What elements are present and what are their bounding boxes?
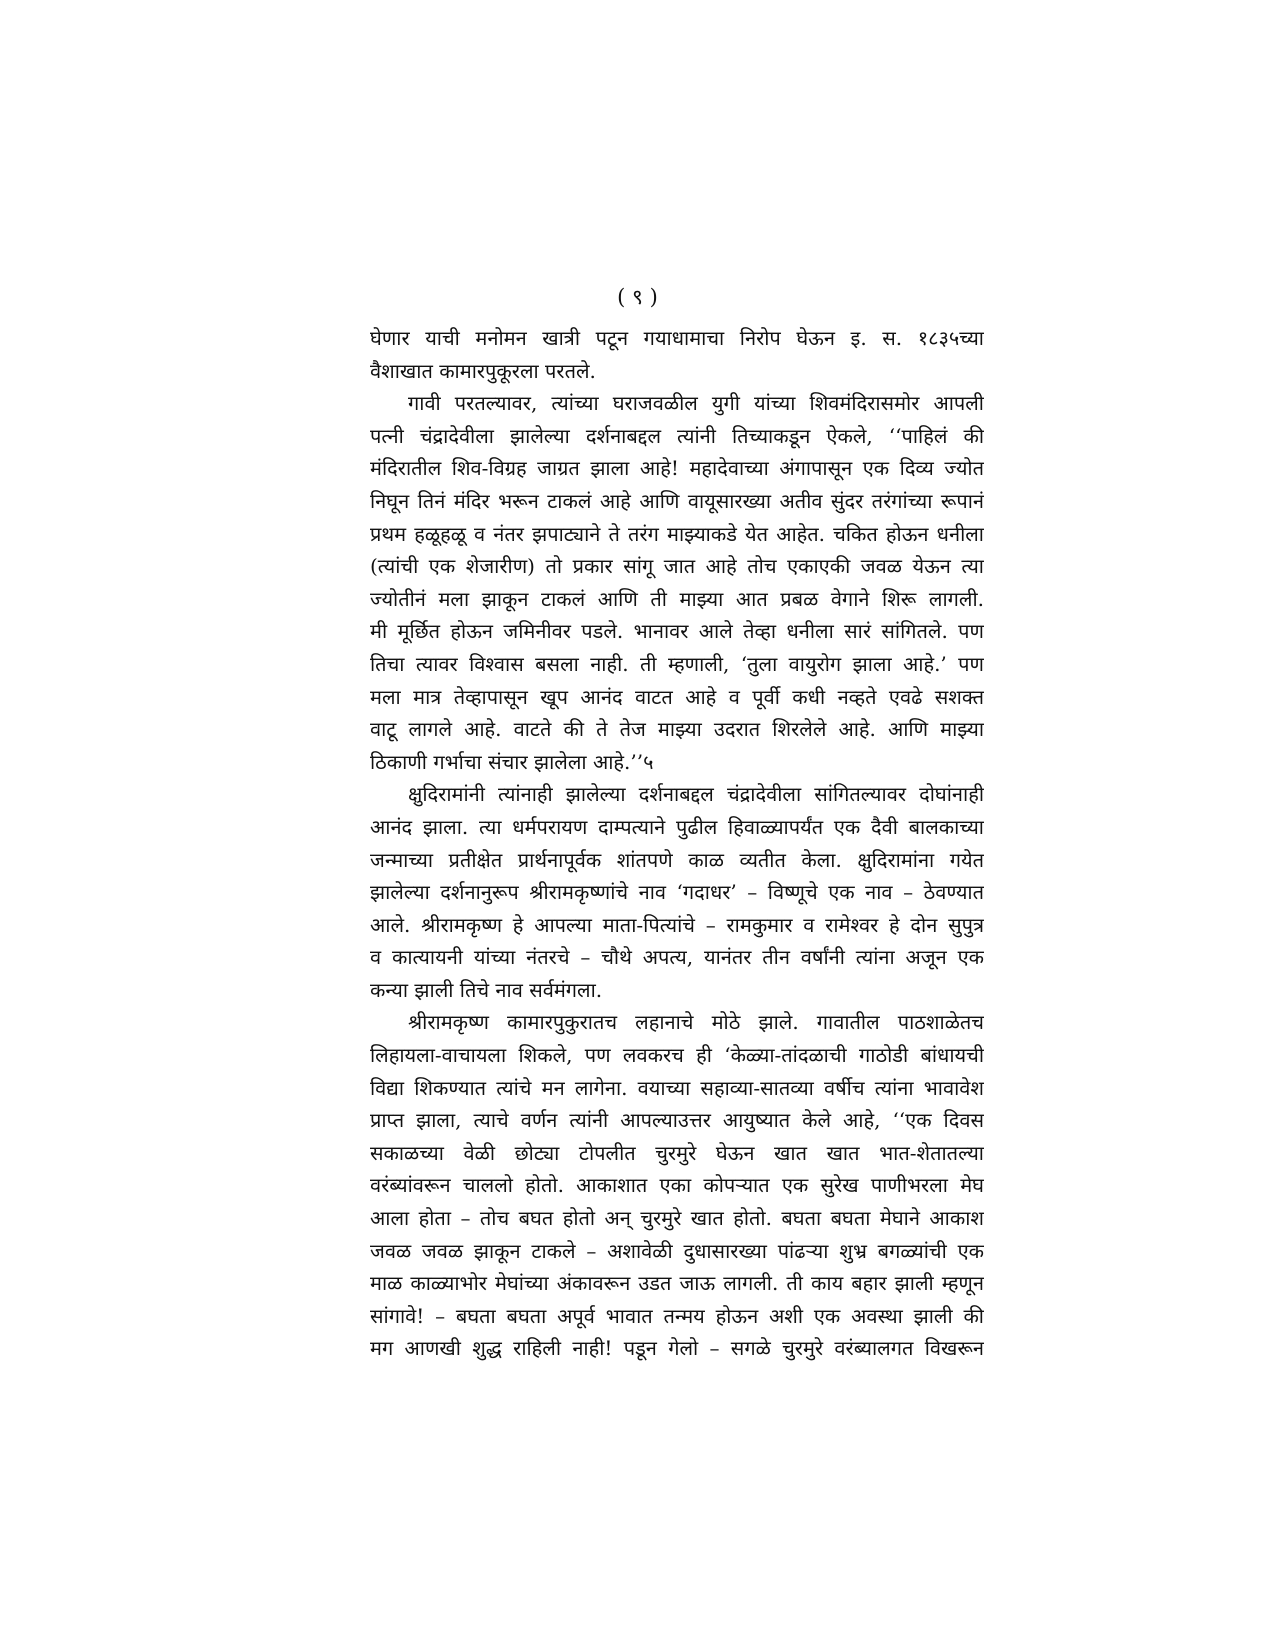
text-line: आले. श्रीरामकृष्ण हे आपल्या माता-पित्यांचे – रामकुमार व रामेश्वर हे दोन सुपुत्र [370,912,984,937]
text-line: क्षुदिरामांनी त्यांनाही झालेल्या दर्शनाबद्दल चंद्रादेवीला सांगितल्यावर दोघांनाही [408,782,984,807]
text-line: व कात्यायनी यांच्या नंतरचे – चौथे अपत्य, यानंतर तीन वर्षांनी त्यांना अजून एक [370,945,984,970]
text-line: गावी परतल्यावर, त्यांच्या घराजवळील युगी यांच्या शिवमंदिरासमोर आपली [408,391,984,416]
text-line: आला होता – तोच बघत होतो अन् चुरमुरे खात होतो. बघता बघता मेघाने आकाश [370,1206,984,1231]
text-line: ठिकाणी गर्भाचा संचार झालेला आहे.’’५ [370,749,654,774]
text-line: वाटू लागले आहे. वाटते की ते तेज माझ्या उदरात शिरलेले आहे. आणि माझ्या [370,717,984,742]
text-line: वैशाखात कामारपुकूरला परतले. [370,358,596,383]
text-line: झालेल्या दर्शनानुरूप श्रीरामकृष्णांचे नाव ‘गदाधर’ – विष्णूचे एक नाव – ठेवण्यात [370,880,984,905]
text-line: निघून तिनं मंदिर भरून टाकलं आहे आणि वायूसारख्या अतीव सुंदर तरंगांच्या रूपानं [370,488,984,513]
text-line: प्राप्त झाला, त्याचे वर्णन त्यांनी आपल्याउत्तर आयुष्यात केले आहे, ‘‘एक दिवस [370,1108,984,1133]
text-line: माळ काळ्याभोर मेघांच्या अंकावरून उडत जाऊ लागली. ती काय बहार झाली म्हणून [370,1271,984,1296]
text-line: सांगावे! – बघता बघता अपूर्व भावात तन्मय होऊन अशी एक अवस्था झाली की [370,1303,984,1328]
text-line: (त्यांची एक शेजारीण) तो प्रकार सांगू जात आहे तोच एकाएकी जवळ येऊन त्या [370,554,984,579]
page-number: ( ९ ) [617,285,658,309]
text-line: पत्नी चंद्रादेवीला झालेल्या दर्शनाबद्दल त्यांनी तिच्याकडून ऐकले, ‘‘पाहिलं की [370,423,984,448]
text-line: प्रथम हळूहळू व नंतर झपाट्याने ते तरंग माझ्याकडे येत आहेत. चकित होऊन धनीला [370,521,984,546]
text-line: लिहायला-वाचायला शिकले, पण लवकरच ही ‘केळ्या-तांदळाची गाठोडी बांधायची [370,1043,984,1068]
text-line: विद्या शिकण्यात त्यांचे मन लागेना. वयाच्या सहाव्या-सातव्या वर्षीच त्यांना भावावेश [370,1075,984,1100]
text-line: तिचा त्यावर विश्वास बसला नाही. ती म्हणाली, ‘तुला वायुरोग झाला आहे.’ पण [370,651,984,676]
body-text [370,322,984,1365]
text-line: कन्या झाली तिचे नाव सर्वमंगला. [370,977,603,1002]
text-line: जन्माच्या प्रतीक्षेत प्रार्थनापूर्वक शांतपणे काळ व्यतीत केला. क्षुदिरामांना गयेत [370,847,984,872]
text-line: सकाळच्या वेळी छोट्या टोपलीत चुरमुरे घेऊन खात खात भात-शेतातल्या [370,1140,984,1165]
text-line: मी मूर्छित होऊन जमिनीवर पडले. भानावर आले तेव्हा धनीला सारं सांगितले. पण [370,619,984,644]
text-line: घेणार याची मनोमन खात्री पटून गयाधामाचा निरोप घेऊन इ. स. १८३५च्या [370,326,984,350]
text-line: मग आणखी शुद्ध राहिली नाही! पडून गेलो – सगळे चुरमुरे वरंब्यालगत विखरून [370,1336,984,1361]
text-line: आनंद झाला. त्या धर्मपरायण दाम्पत्याने पुढील हिवाळ्यापर्यंत एक दैवी बालकाच्या [370,814,984,839]
text-line: मंदिरातील शिव-विग्रह जाग्रत झाला आहे! महादेवाच्या अंगापासून एक दिव्य ज्योत [370,456,984,481]
text-line: मला मात्र तेव्हापासून खूप आनंद वाटत आहे व पूर्वी कधी नव्हते एवढे सशक्त [370,684,984,709]
text-line: ज्योतीनं मला झाकून टाकलं आणि ती माझ्या आत प्रबळ वेगाने शिरू लागली. [370,586,984,611]
text-line: वरंब्यांवरून चाललो होतो. आकाशात एका कोपऱ्यात एक सुरेख पाणीभरला मेघ [370,1173,984,1198]
text-line: श्रीरामकृष्ण कामारपुकुरातच लहानाचे मोठे झाले. गावातील पाठशाळेतच [408,1010,984,1035]
text-line: जवळ जवळ झाकून टाकले – अशावेळी दुधासारख्या पांढऱ्या शुभ्र बगळ्यांची एक [370,1238,984,1263]
